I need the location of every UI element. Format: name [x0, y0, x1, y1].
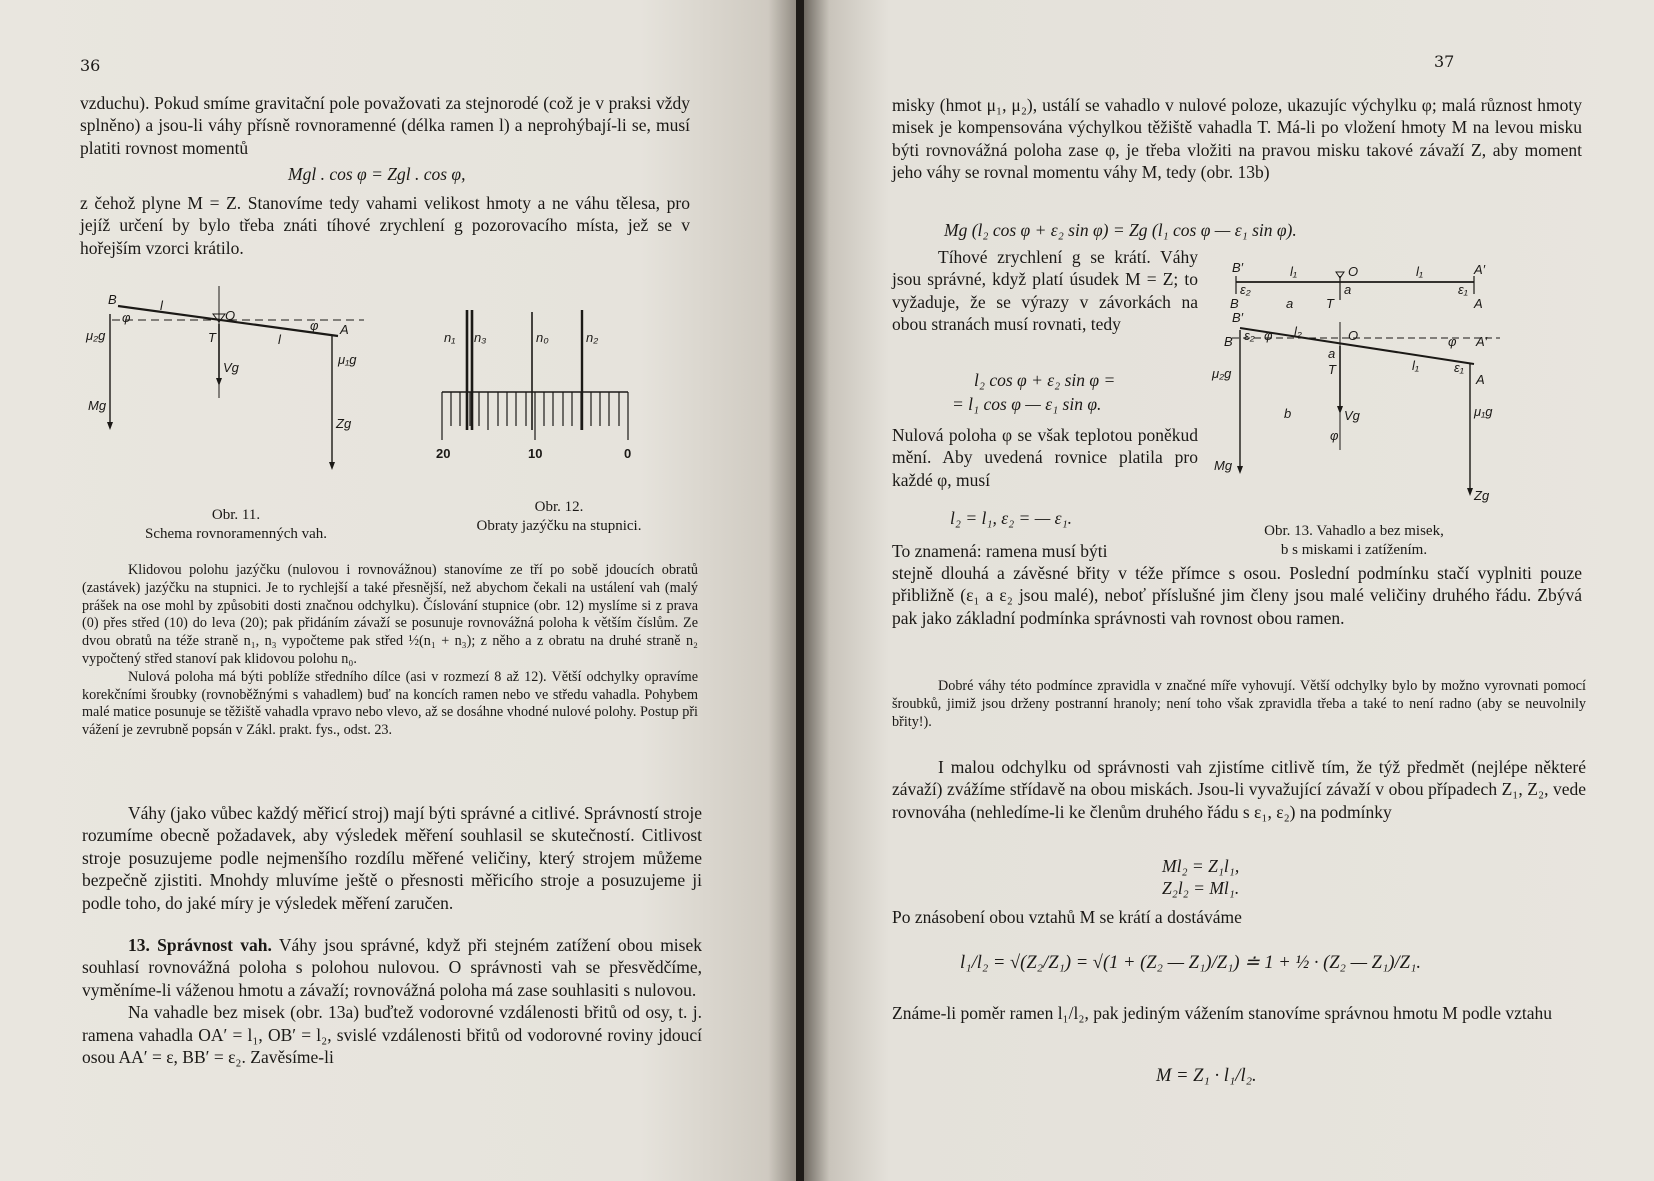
fig-label: O — [225, 308, 236, 323]
fig-label: O — [1348, 328, 1359, 343]
caption-number: Obr. 11. — [211, 507, 261, 523]
paragraph — [892, 94, 1582, 184]
fig-label: n₂ — [586, 330, 599, 345]
fig-label: a — [1286, 296, 1294, 311]
fig-label: l — [160, 298, 163, 313]
text-block: Po znásobení obou vztahů M se krátí a dostáváme — [892, 907, 1242, 927]
figure-caption — [1204, 522, 1504, 560]
fig-label: T — [1328, 362, 1336, 377]
small-print-block — [82, 562, 698, 740]
equation: l₂ cos φ + ε₂ sin φ = — [974, 370, 1116, 390]
fig-label: Mg — [1214, 458, 1233, 473]
fig-label: Mg — [88, 398, 107, 413]
paragraph — [82, 802, 702, 914]
fig-label: b — [1284, 406, 1292, 421]
paragraph — [892, 756, 1586, 823]
equation: l₁/l₂ = √(Z₂/Z₁) = √(1 + (Z₂ — Z₁)/Z₁) ≐ 1 + ½ · (Z₂ — Z₁)/Z₁. — [960, 953, 1422, 973]
fig-label: l₁ — [1412, 358, 1419, 373]
text-block: misky (hmot μ₁, μ₂), ustálí se vahadlo v nulové poloze, ukazujíc výchylku φ; malá různost hmoty misek je kompensována výchylkou těžiště vahadla T. Má-li po vložení hmoty M na levou misku býti rovnovážná poloha zase φ, je třeba vložiti na pravou misku takové závaží Z, aby moment jeho váhy se rovnal momentu váhy M, tedy (obr. 13b) — [892, 95, 1582, 183]
fig-label: ε₂ — [1244, 328, 1255, 343]
section-heading: 13. Správnost vah. — [128, 935, 272, 955]
fig-label: A — [1476, 372, 1485, 387]
figure-caption — [434, 498, 684, 536]
fig-label: 20 — [436, 446, 451, 461]
equation: Mgl . cos φ = Zgl . cos φ, — [288, 164, 466, 184]
equation: l₂ = l₁, ε₂ = — ε₁. — [950, 508, 1073, 528]
fig-label: A — [340, 322, 349, 337]
section-13 — [82, 934, 702, 1068]
text-block: I malou odchylku od správnosti vah zjistíme citlivě tím, že týž předmět (nejlépe některé závaží) zvážíme střídavě na obou miskách. Jsou-li vyvažující závaží v obou případech Z₁, Z₂, vede rovnováha (nehledíme-li ke členům druhého řádu s ε₁, ε₂) na podmínky — [892, 757, 1586, 822]
paragraph — [892, 540, 1198, 562]
text-block: To znamená: ramena musí býti — [892, 541, 1108, 561]
fig-label: φ — [122, 310, 131, 325]
paragraph — [892, 906, 1586, 928]
fig-label: B — [108, 292, 117, 307]
text-block: stejně dlouhá a závěsné břity v téže přímce s osou. Poslední podmínku stačí vyplniti pouze přibližně (ε₁ a ε₂ jsou malé), neboť příslušné jim členy jsou malé veličiny druhého řádu. Zbývá pak jako základní podmínka správnosti vah rovnost obou ramen. — [892, 563, 1582, 628]
fig-label: T — [208, 330, 216, 345]
paragraph — [892, 562, 1582, 629]
text-block: Nulová poloha má býti poblíže středního dílce (asi v rozmezí 8 až 12). Větší odchylky opravíme korekčními šroubky (rovnoběžnými s vahadlem) buď na koncích ramen nebo ve středu vahadla. Pohybem malé matice posunuje se těžiště vahadla vpravo nebo vlevo, až se dosáhne vhodné nulové polohy. Postup při vážení je zevrubně popsán v Zákl. prakt. fys., odst. 23. — [82, 668, 698, 739]
fig-label: φ — [1264, 328, 1273, 343]
fig-label: T — [1326, 296, 1334, 311]
fig-label: φ — [1448, 334, 1457, 349]
equation: = l₁ cos φ — ε₁ sin φ. — [952, 394, 1102, 414]
right-page — [804, 0, 1654, 1181]
text-block: Známe-li poměr ramen l₁/l₂, pak jediným vážením stanovíme správnou hmotu M podle vztahu — [892, 1003, 1553, 1023]
equation: M = Z₁ · l₁/l₂. — [1156, 1066, 1257, 1086]
paragraph — [892, 246, 1198, 336]
figure-11-diagram — [82, 278, 382, 478]
text-block: Nulová poloha φ se však teplotou poněkud mění. Aby uvedená rovnice platila pro každé φ, musí — [892, 425, 1198, 490]
paragraph — [80, 192, 690, 259]
figure-caption — [86, 506, 386, 544]
fig-label: Vg — [1344, 408, 1360, 423]
fig-label: A — [1474, 296, 1483, 311]
page-number: 36 — [80, 56, 101, 75]
text-block: Váhy jsou správné, když při stejném zatížení obou misek souhlasí rovnovážná poloha s polohou nulovou. O správnosti vah se přesvědčíme, vyměníme-li váženou hmotu a závaží; rovnovážná poloha má zase souhlasiti s nulovou. — [82, 935, 703, 1000]
fig-label: ε₁ — [1458, 282, 1468, 297]
fig-label: ε₂ — [1240, 282, 1251, 297]
fig-label: A′ — [1474, 262, 1486, 277]
small-print-block — [892, 678, 1586, 731]
fig-label: μ₁g — [1474, 404, 1493, 419]
caption-text: Schema rovnoramenných vah. — [144, 526, 328, 542]
fig-label: B — [1224, 334, 1233, 349]
fig-label: Zg — [1474, 488, 1490, 503]
fig-label: l — [278, 332, 281, 347]
fig-label: φ — [310, 318, 319, 333]
figure-12-scale — [432, 300, 682, 500]
fig-label: μ₂g — [1212, 366, 1232, 381]
equation: Mg (l₂ cos φ + ε₂ sin φ) = Zg (l₁ cos φ — ε₁ sin φ). — [944, 220, 1297, 240]
caption-text: Obraty jazýčku na stupnici. — [476, 518, 642, 534]
text-block: vzduchu). Pokud smíme gravitační pole považovati za stejnorodé (což je v praksi vždy splněno) a jsou-li váhy přísně rovnoramenné (délka ramen l) a neprohýbají-li se, musí platiti rovnost momentů — [80, 93, 690, 158]
fig-label: B — [1230, 296, 1239, 311]
fig-label: Zg — [336, 416, 352, 431]
fig-label: n₃ — [474, 330, 487, 345]
text-block: z čehož plyne M = Z. Stanovíme tedy vahami velikost hmoty a ne váhu tělesa, pro jejíž určení by bylo třeba znáti tíhové zrychlení g pozorovacího místa, jež se v hořejším vzorci krátilo. — [80, 193, 690, 258]
fig-label: l₁ — [1416, 264, 1423, 279]
fig-label: A′ — [1476, 334, 1488, 349]
paragraph — [892, 1002, 1586, 1024]
fig-label: n₁ — [444, 330, 456, 345]
fig-label: l₁ — [1290, 264, 1297, 279]
fig-label: B′ — [1232, 260, 1244, 275]
fig-label: φ — [1330, 428, 1339, 443]
fig-label: B′ — [1232, 310, 1244, 325]
caption-text: b s miskami i zatížením. — [1280, 542, 1428, 558]
fig-label: Vg — [223, 360, 239, 375]
caption-text: Obr. 13. Vahadlo a bez misek, — [1264, 523, 1444, 539]
fig-label: ε₁ — [1454, 360, 1464, 375]
fig-label: 0 — [624, 446, 632, 461]
fig-label: μ₂g — [86, 328, 106, 343]
page-number: 37 — [1434, 52, 1455, 71]
fig-label: l₂ — [1294, 324, 1302, 339]
text-block: Na vahadle bez misek (obr. 13a) buďtež vodorovné vzdálenosti břitů od osy, t. j. ramena vahadla OA′ = l₁, OB′ = l₂, svislé vzdálenosti břitů od vodorovné roviny jdoucí osou AA′ = ε, BB′ = ε₂. Zavěsíme-li — [82, 1002, 702, 1068]
text-block: Dobré váhy této podmínce zpravidla v značné míře vyhovují. Větší odchylky bylo by možno vyrovnati pomocí šroubků, jimiž jsou drženy postranní hranoly; není toho však zpravidla třeba a také to není radno (aby se neuvolnily břity!). — [892, 678, 1586, 730]
caption-number: Obr. 12. — [534, 499, 584, 515]
fig-label: O — [1348, 264, 1359, 279]
paragraph — [892, 424, 1198, 491]
figure-13-diagram — [1210, 260, 1510, 510]
text-block: Váhy (jako vůbec každý měřicí stroj) mají býti správné a citlivé. Správností stroje rozumíme obecně požadavek, aby výsledek měření souhlasil se skutečností. Citlivost stroje posuzujeme podle nejmenšího rozdílu měřené veličiny, který strojem můžeme bezpečně zjistiti. Mnohdy mluvíme ještě o přesnosti měřicího stroje a posuzujeme ji podle toho, do jaké míry je výsledek měření zaručen. — [82, 803, 702, 913]
fig-label: 10 — [528, 446, 543, 461]
fig-label: n₀ — [536, 330, 549, 345]
text-block: Tíhové zrychlení g se krátí. Váhy jsou správné, když platí úsudek M = Z; to vyžaduje, že se výrazy v závorkách na obou stranách musí rovnati, tedy — [892, 247, 1198, 335]
fig-label: a — [1328, 346, 1336, 361]
equation: Ml₂ = Z₁l₁, — [1162, 856, 1240, 876]
text-block: Klidovou polohu jazýčku (nulovou i rovnovážnou) stanovíme ze tří po sobě jdoucích obratů (zastávek) jazýčku na stupnici. Je to rychlejší a také přesnější, než abychom čekali na ustálení vah (malý prášek na ose mohl by způsobiti dosti značnou odchylku). Číslování stupnice (obr. 12) myslíme si z prava (0) přes střed (10) do leva (20); pak přidáním závaží se posunuje rovnovážná poloha k větším číslům. Ze dvou obratů na téže straně n₁, n₃ vypočteme pak střed ½(n₁ + n₃); z něho a z obratu na druhé straně n₂ vypočtený střed stanoví pak klidovou polohu n₀. — [82, 562, 698, 667]
fig-label: μ₁g — [338, 352, 357, 367]
left-page — [0, 0, 800, 1181]
paragraph — [80, 92, 690, 159]
fig-label: a — [1344, 282, 1352, 297]
equation: Z₂l₂ = Ml₁. — [1162, 878, 1240, 898]
